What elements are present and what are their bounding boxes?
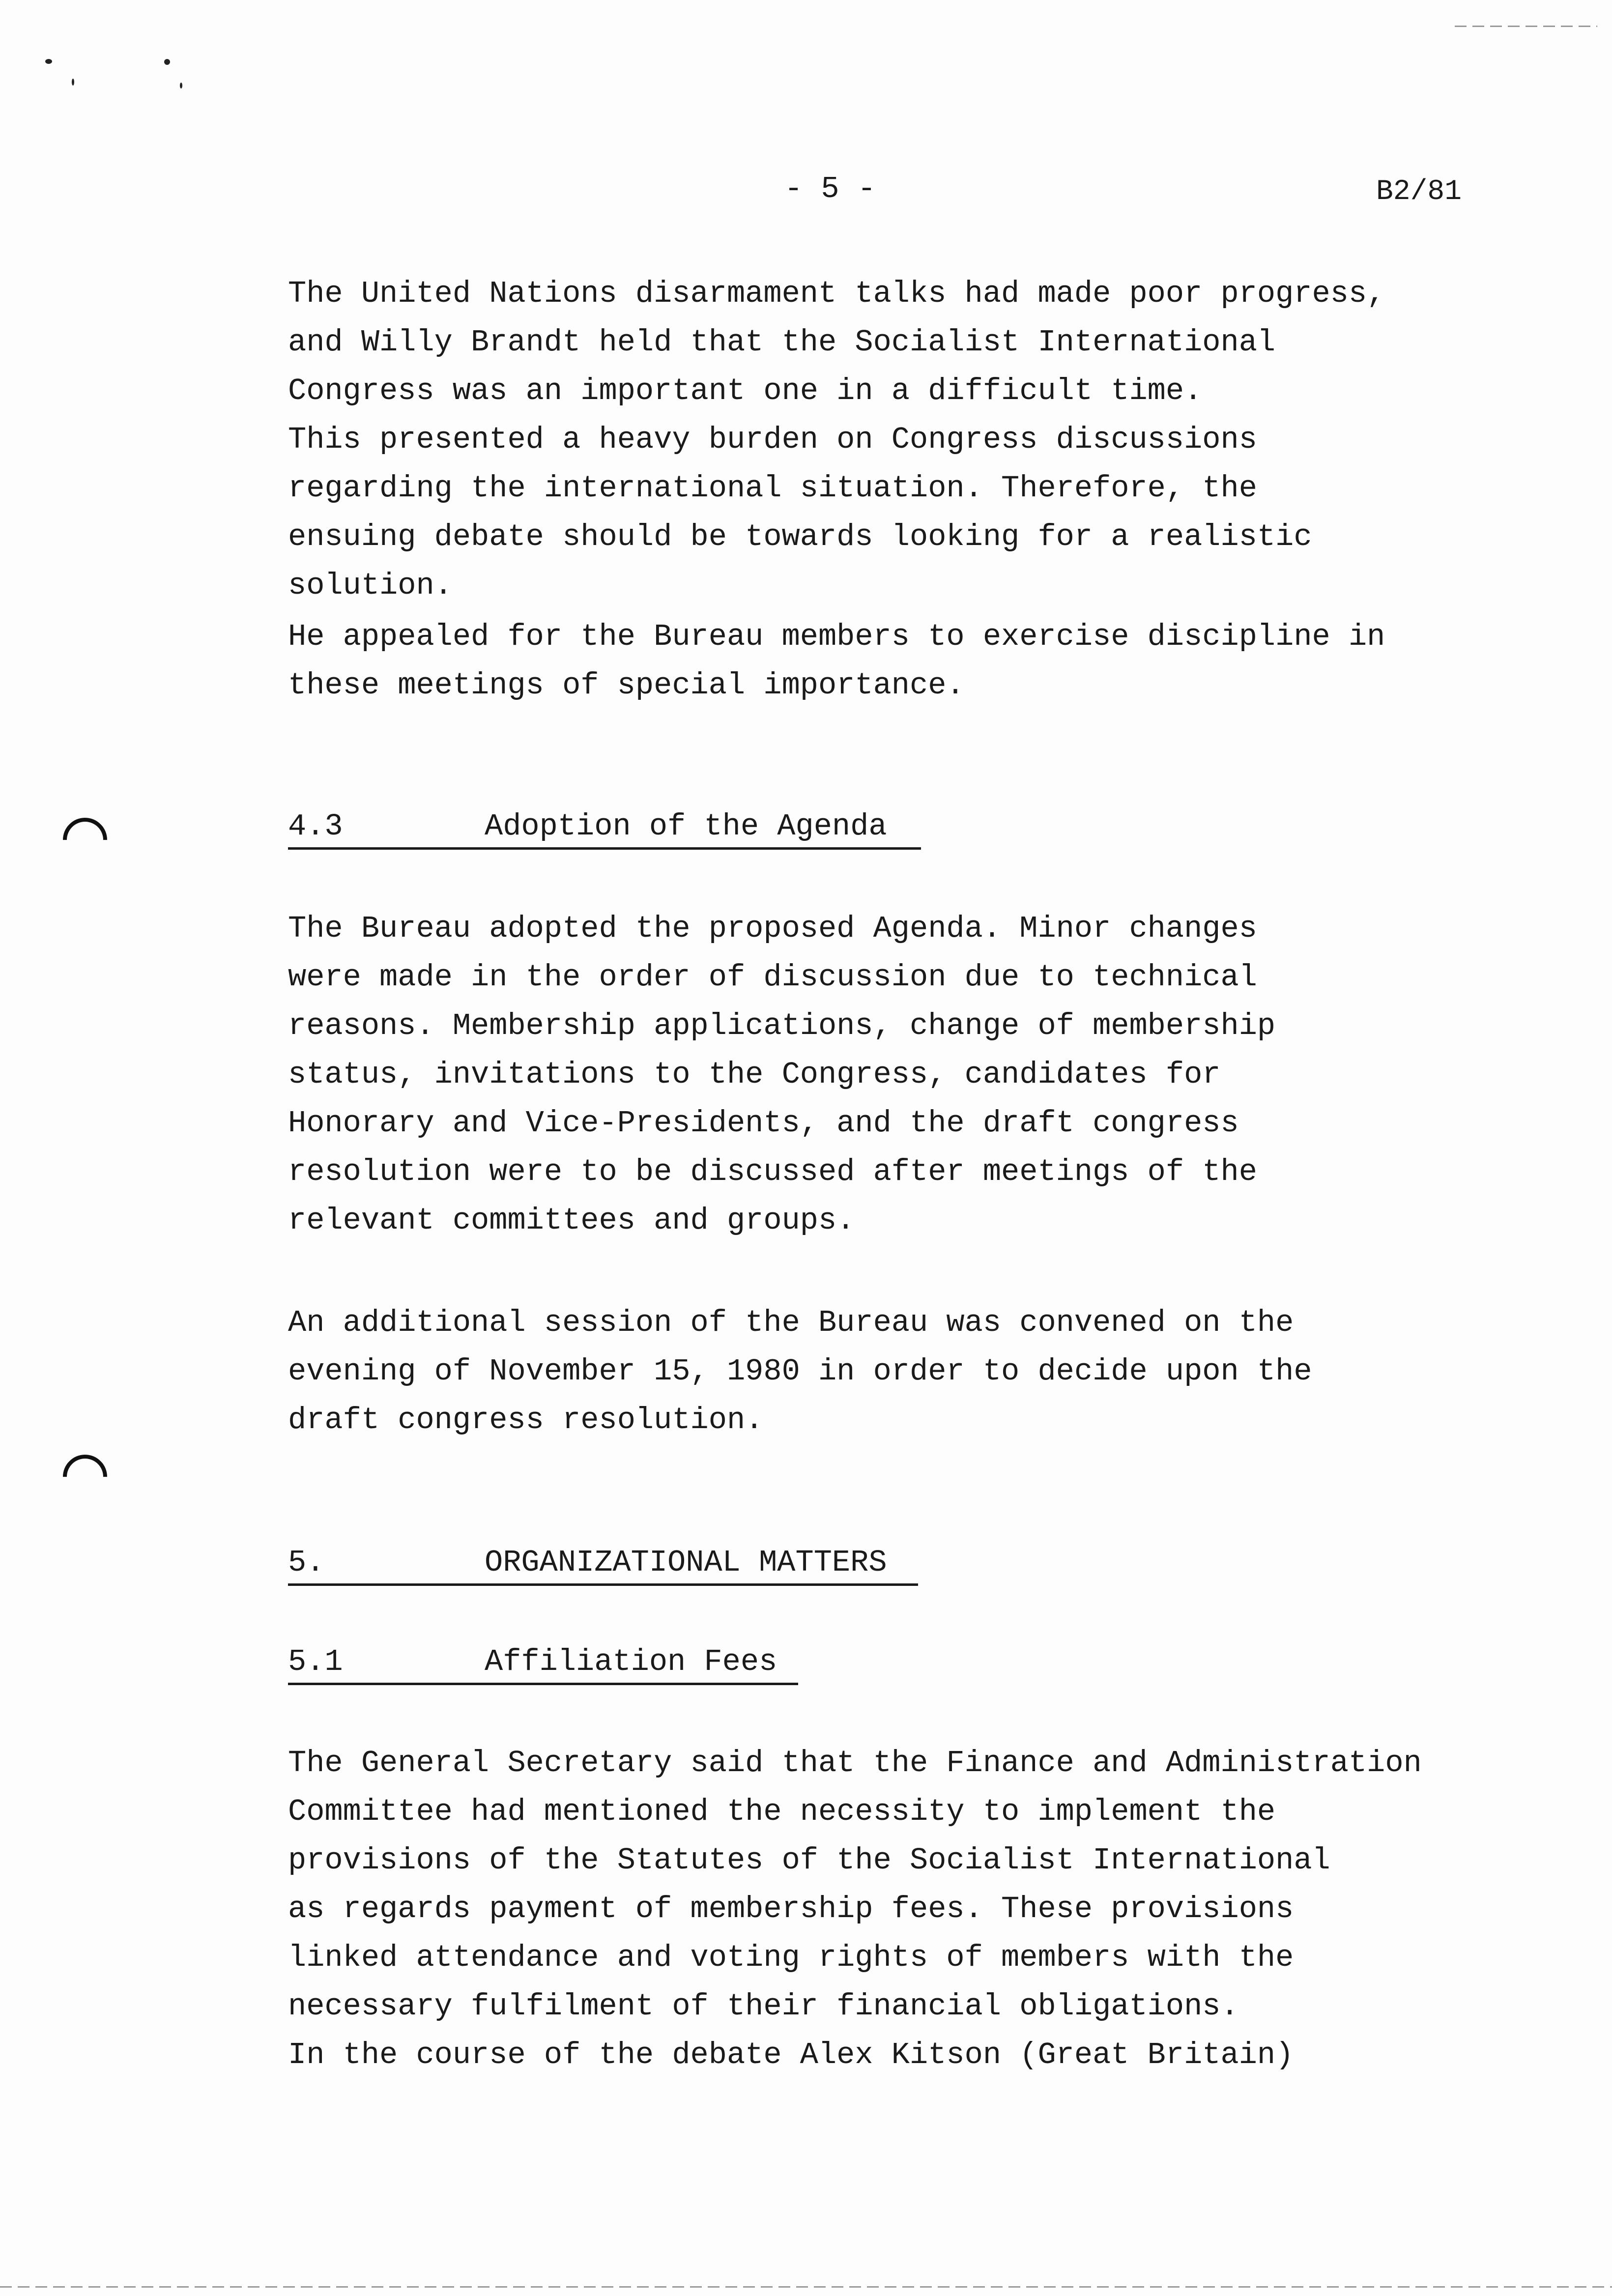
scan-speck [180,83,182,88]
section-number: 5. [288,1545,325,1580]
section-number: 4.3 [288,809,343,844]
section-title: Adoption of the Agenda [485,809,887,844]
document-reference: B2/81 [1376,176,1462,208]
paragraph-disarmament: The United Nations disarmament talks had made poor progress, and Willy Brandt held that the Socialist International Congress was an important one in a difficult time. This presented a heavy burden on Congress discussions regarding the international situation. Therefore, the ensuing debate should be towards looking for a realistic solution. [288,276,1385,603]
section-heading-4-3 [288,807,921,850]
scan-speck [72,79,74,86]
page-number: - 5 - [784,172,876,206]
punch-hole-mark [54,1445,116,1508]
punch-hole-mark [54,808,116,871]
section-number: 5.1 [288,1644,343,1679]
scan-edge-line [1455,26,1597,27]
section-heading-5 [288,1543,918,1586]
section-title: ORGANIZATIONAL MATTERS [485,1545,887,1580]
paragraph-discipline: He appealed for the Bureau members to exercise discipline in these meetings of special importance. [288,619,1385,703]
paragraph-affiliation-fees: The General Secretary said that the Finance and Administration Committee had mentioned the necessity to implement the provisions of the Statutes of the Socialist International as regards payment of membership fees. These provisions linked attendance and voting rights of members with the necessary fulfilment of their financial obligations. In the course of the debate Alex Kitson (Great Britain) [288,1746,1422,2072]
paragraph-agenda: The Bureau adopted the proposed Agenda. Minor changes were made in the order of discussion due to technical reasons. Membership applications, change of membership status, invitations to the Congress, candidates for Honorary and Vice-Presidents, and the draft congress resolution were to be discussed after meetings of the relevant committees and groups. [288,911,1276,1238]
section-title: Affiliation Fees [485,1644,777,1679]
scan-speck [164,59,170,65]
scan-edge-line [0,2286,1612,2288]
section-heading-5-1 [288,1642,798,1685]
scan-speck [45,59,52,64]
paragraph-additional-session: An additional session of the Bureau was convened on the evening of November 15, 1980 in order to decide upon the draft congress resolution. [288,1305,1312,1437]
